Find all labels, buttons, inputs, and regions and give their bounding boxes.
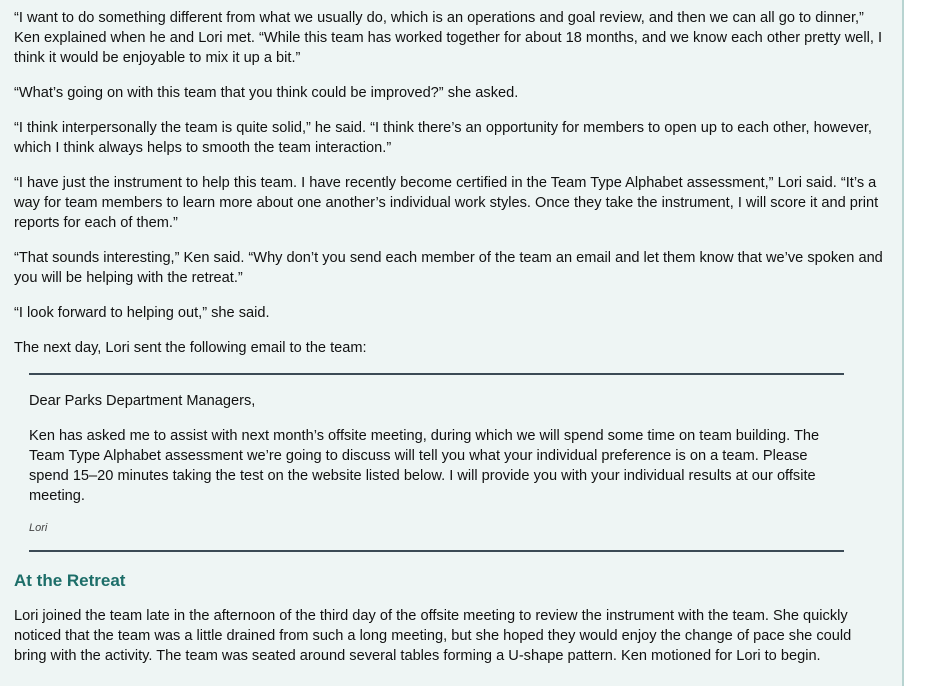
email-greeting: Dear Parks Department Managers,: [29, 393, 256, 409]
dialogue-paragraph: “What’s going on with this team that you think could be improved?” she asked.: [14, 85, 519, 101]
email-body: Ken has asked me to assist with next month’s offsite meeting, during which we will spend some time on team building. The Team Type Alphabet assessment we’re going to discuss will tell you what your individual preference is on a team. Please spend 15–20 minutes taking the test on the website listed below. I will provide you with your individual results at our offsite meeting.: [29, 428, 820, 504]
dialogue-paragraph: “I want to do something different from what we usually do, which is an operations and goal review, and then we can all go to dinner,” Ken explained when he and Lori met. “While this team has worked together for about 18 months, and we know each other pretty well, I think it would be enjoyable to mix it up a bit.”: [14, 10, 883, 66]
section-heading: At the Retreat: [14, 571, 126, 590]
dialogue-paragraph: “That sounds interesting,” Ken said. “Why don’t you send each member of the team an email and let them know that we’ve spoken and you will be helping with the retreat.”: [14, 250, 883, 286]
dialogue-paragraph: “I think interpersonally the team is quite solid,” he said. “I think there’s an opportunity for members to open up to each other, however, which I think always helps to smooth the team interaction.”: [14, 120, 872, 156]
intro-to-email: The next day, Lori sent the following email to the team:: [14, 340, 367, 356]
section-paragraph: Lori joined the team late in the afternoon of the third day of the offsite meeting to review the instrument with the team. She quickly noticed that the team was a little drained from such a long meeting, but she hoped they would enjoy the change of pace she could bring with the activity. The team was seated around several tables forming a U-shape pattern. Ken motioned for Lori to begin.: [14, 608, 852, 664]
dialogue-paragraph: “I look forward to helping out,” she said.: [14, 305, 270, 321]
dialogue-paragraph: “I have just the instrument to help this team. I have recently become certified in the Team Type Alphabet assessment,” Lori said. “It’s a way for team members to learn more about one another’s individual work styles. Once they take the instrument, I will score it and print reports for each of them.”: [14, 175, 879, 231]
email-signature: Lori: [29, 522, 48, 534]
email-block: [29, 373, 844, 552]
email-bottom-rule: [29, 550, 844, 552]
